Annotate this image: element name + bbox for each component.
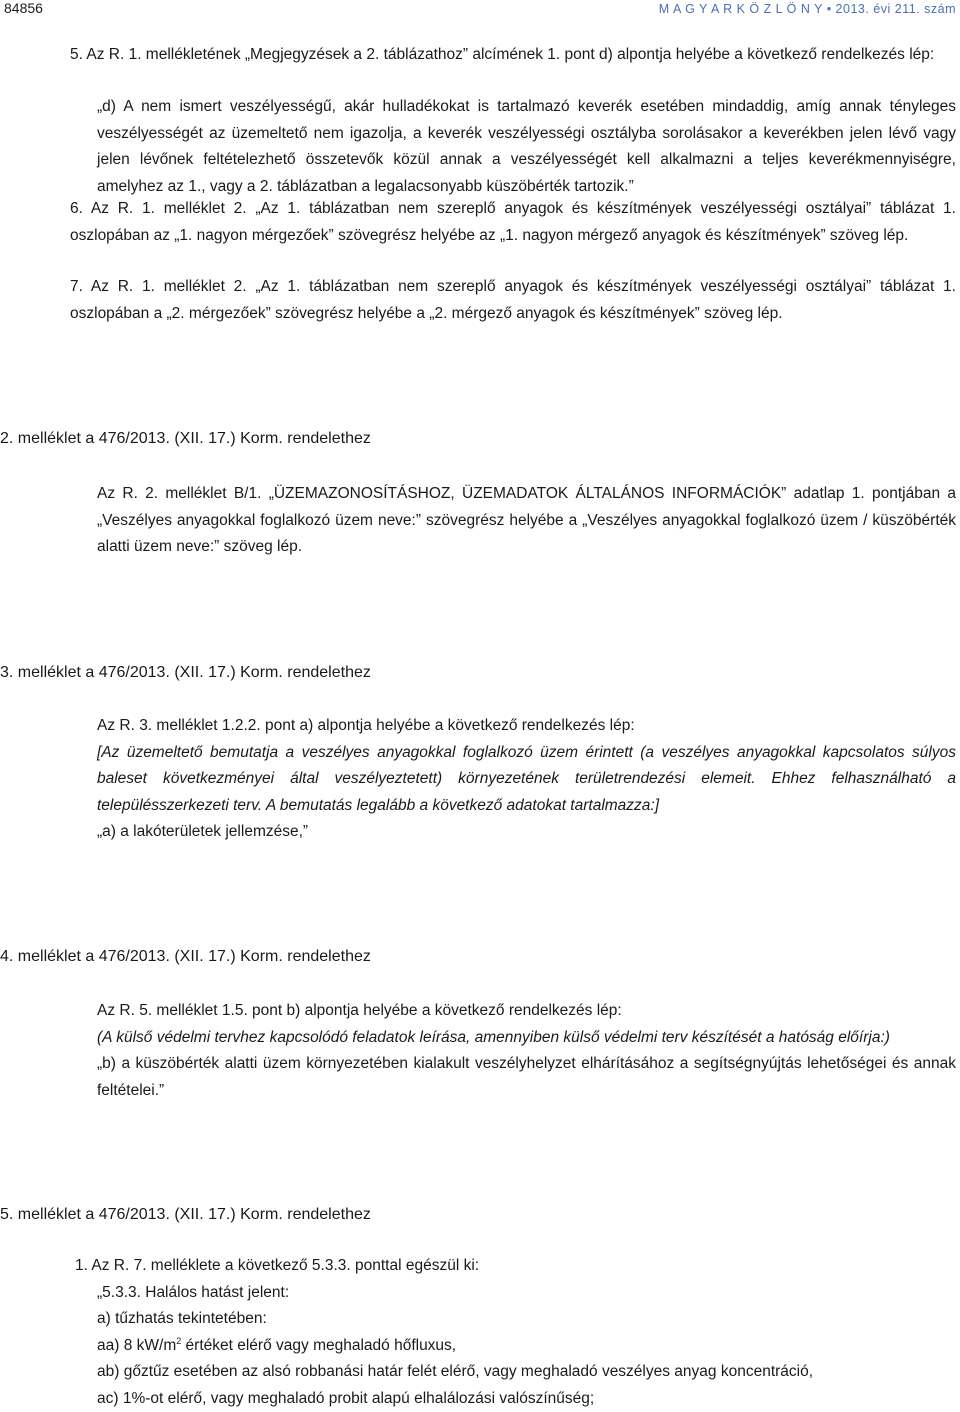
annex-5-line-4-b: értéket elérő vagy meghaladó hőfluxus,: [181, 1337, 456, 1354]
amendment-7: [70, 274, 956, 327]
annex-2-body: [97, 481, 956, 561]
journal-header: M A G Y A R K Ö Z L Ö N Y • 2013. évi 211. szám: [659, 2, 956, 16]
annex-4-intro: Az R. 5. melléklet 1.5. pont b) alpontja helyébe a következő rendelkezés lép:: [97, 998, 956, 1025]
annex-4-title: 4. melléklet a 476/2013. (XII. 17.) Korm. rendelethez: [0, 948, 371, 966]
annex-5-body: [75, 1253, 955, 1412]
amendment-5: [70, 42, 956, 69]
amendment-7-text: 7. Az R. 1. melléklet 2. „Az 1. táblázatban nem szereplő anyagok és készítmények veszélyességi osztályai” táblázat 1. oszlopában a „2. mérgezőek” szövegrész helyébe a „2. mérgező anyagok és készítmények” szöveg lép.: [70, 274, 956, 327]
annex-5-line-4: [75, 1333, 955, 1360]
annex-5-line-2: „5.3.3. Halálos hatást jelent:: [75, 1280, 955, 1307]
annex-3-body: [97, 713, 956, 846]
annex-2-text: Az R. 2. melléklet B/1. „ÜZEMAZONOSÍTÁSHOZ, ÜZEMADATOK ÁLTALÁNOS INFORMÁCIÓK” adatlap 1. pontjában a „Veszélyes anyagokkal foglalkozó üzem neve:” szövegrész helyébe a „Veszélyes anyagokkal foglalkozó üzem / küszöbérték alatti üzem neve:” szöveg lép.: [97, 481, 956, 561]
annex-4-item: „b) a küszöbérték alatti üzem környezetében kialakult veszélyhelyzet elhárításához a segítségnyújtás lehetőségei és annak feltételei.”: [97, 1051, 956, 1104]
annex-3-item: „a) a lakóterületek jellemzése,”: [97, 819, 956, 846]
annex-5-line-3: a) tűzhatás tekintetében:: [75, 1306, 955, 1333]
annex-5-title: 5. melléklet a 476/2013. (XII. 17.) Korm. rendelethez: [0, 1206, 371, 1224]
amendment-6: [70, 196, 956, 249]
annex-3-title: 3. melléklet a 476/2013. (XII. 17.) Korm. rendelethez: [0, 664, 371, 682]
annex-4-body: [97, 998, 956, 1104]
amendment-5-text: [97, 94, 956, 200]
annex-5-line-4-sup: 2: [176, 1336, 181, 1346]
amendment-6-text: 6. Az R. 1. melléklet 2. „Az 1. táblázatban nem szereplő anyagok és készítmények veszélyességi osztályai” táblázat 1. oszlopában az „1. nagyon mérgezőek” szövegrész helyébe az „1. nagyon mérgező anyagok és készítmények” szöveg lép.: [70, 196, 956, 249]
amendment-5-quote: „d) A nem ismert veszélyességű, akár hulladékokat is tartalmazó keverék esetében mindaddig, amíg annak tényleges veszélyességét az üzemeltető nem igazolja, a keverék veszélyességi osztályba sorolásakor a keverékben jelen lévő vagy jelen lévőnek feltételezhető összetevők közül annak a veszélyességét kell alkalmazni a teljes keverékmennyiségre, amelyhez az 1., vagy a 2. táblázatban a legalacsonyabb küszöbérték tartozik.”: [97, 94, 956, 200]
amendment-5-intro: 5. Az R. 1. mellékletének „Megjegyzések a 2. táblázathoz” alcímének 1. pont d) alpontja helyébe a következő rendelkezés lép:: [70, 42, 956, 69]
page-number: 84856: [4, 0, 43, 16]
annex-3-italic: [Az üzemeltető bemutatja a veszélyes anyagokkal foglalkozó üzem érintett (a veszélyes anyagokkal kapcsolatos súlyos baleset következményei által veszélyeztetett) környezetének területrendezési elemeit. Ehhez felhasználható a településszerkezeti terv. A bemutatás legalább a következő adatokat tartalmazza:]: [97, 740, 956, 820]
annex-5-line-5: ab) gőztűz esetében az alsó robbanási határ felét elérő, vagy meghaladó veszélyes anyag koncentráció,: [75, 1359, 955, 1386]
annex-2-title: 2. melléklet a 476/2013. (XII. 17.) Korm. rendelethez: [0, 430, 371, 448]
annex-5-line-4-a: aa) 8 kW/m: [97, 1337, 176, 1354]
annex-5-line-1: 1. Az R. 7. melléklete a következő 5.3.3. ponttal egészül ki:: [75, 1253, 955, 1280]
annex-3-intro: Az R. 3. melléklet 1.2.2. pont a) alpontja helyébe a következő rendelkezés lép:: [97, 713, 956, 740]
annex-4-italic: (A külső védelmi tervhez kapcsolódó feladatok leírása, amennyiben külső védelmi terv készítését a hatóság előírja:): [97, 1025, 956, 1052]
annex-5-line-6: ac) 1%-ot elérő, vagy meghaladó probit alapú elhalálozási valószínűség;: [75, 1386, 955, 1412]
